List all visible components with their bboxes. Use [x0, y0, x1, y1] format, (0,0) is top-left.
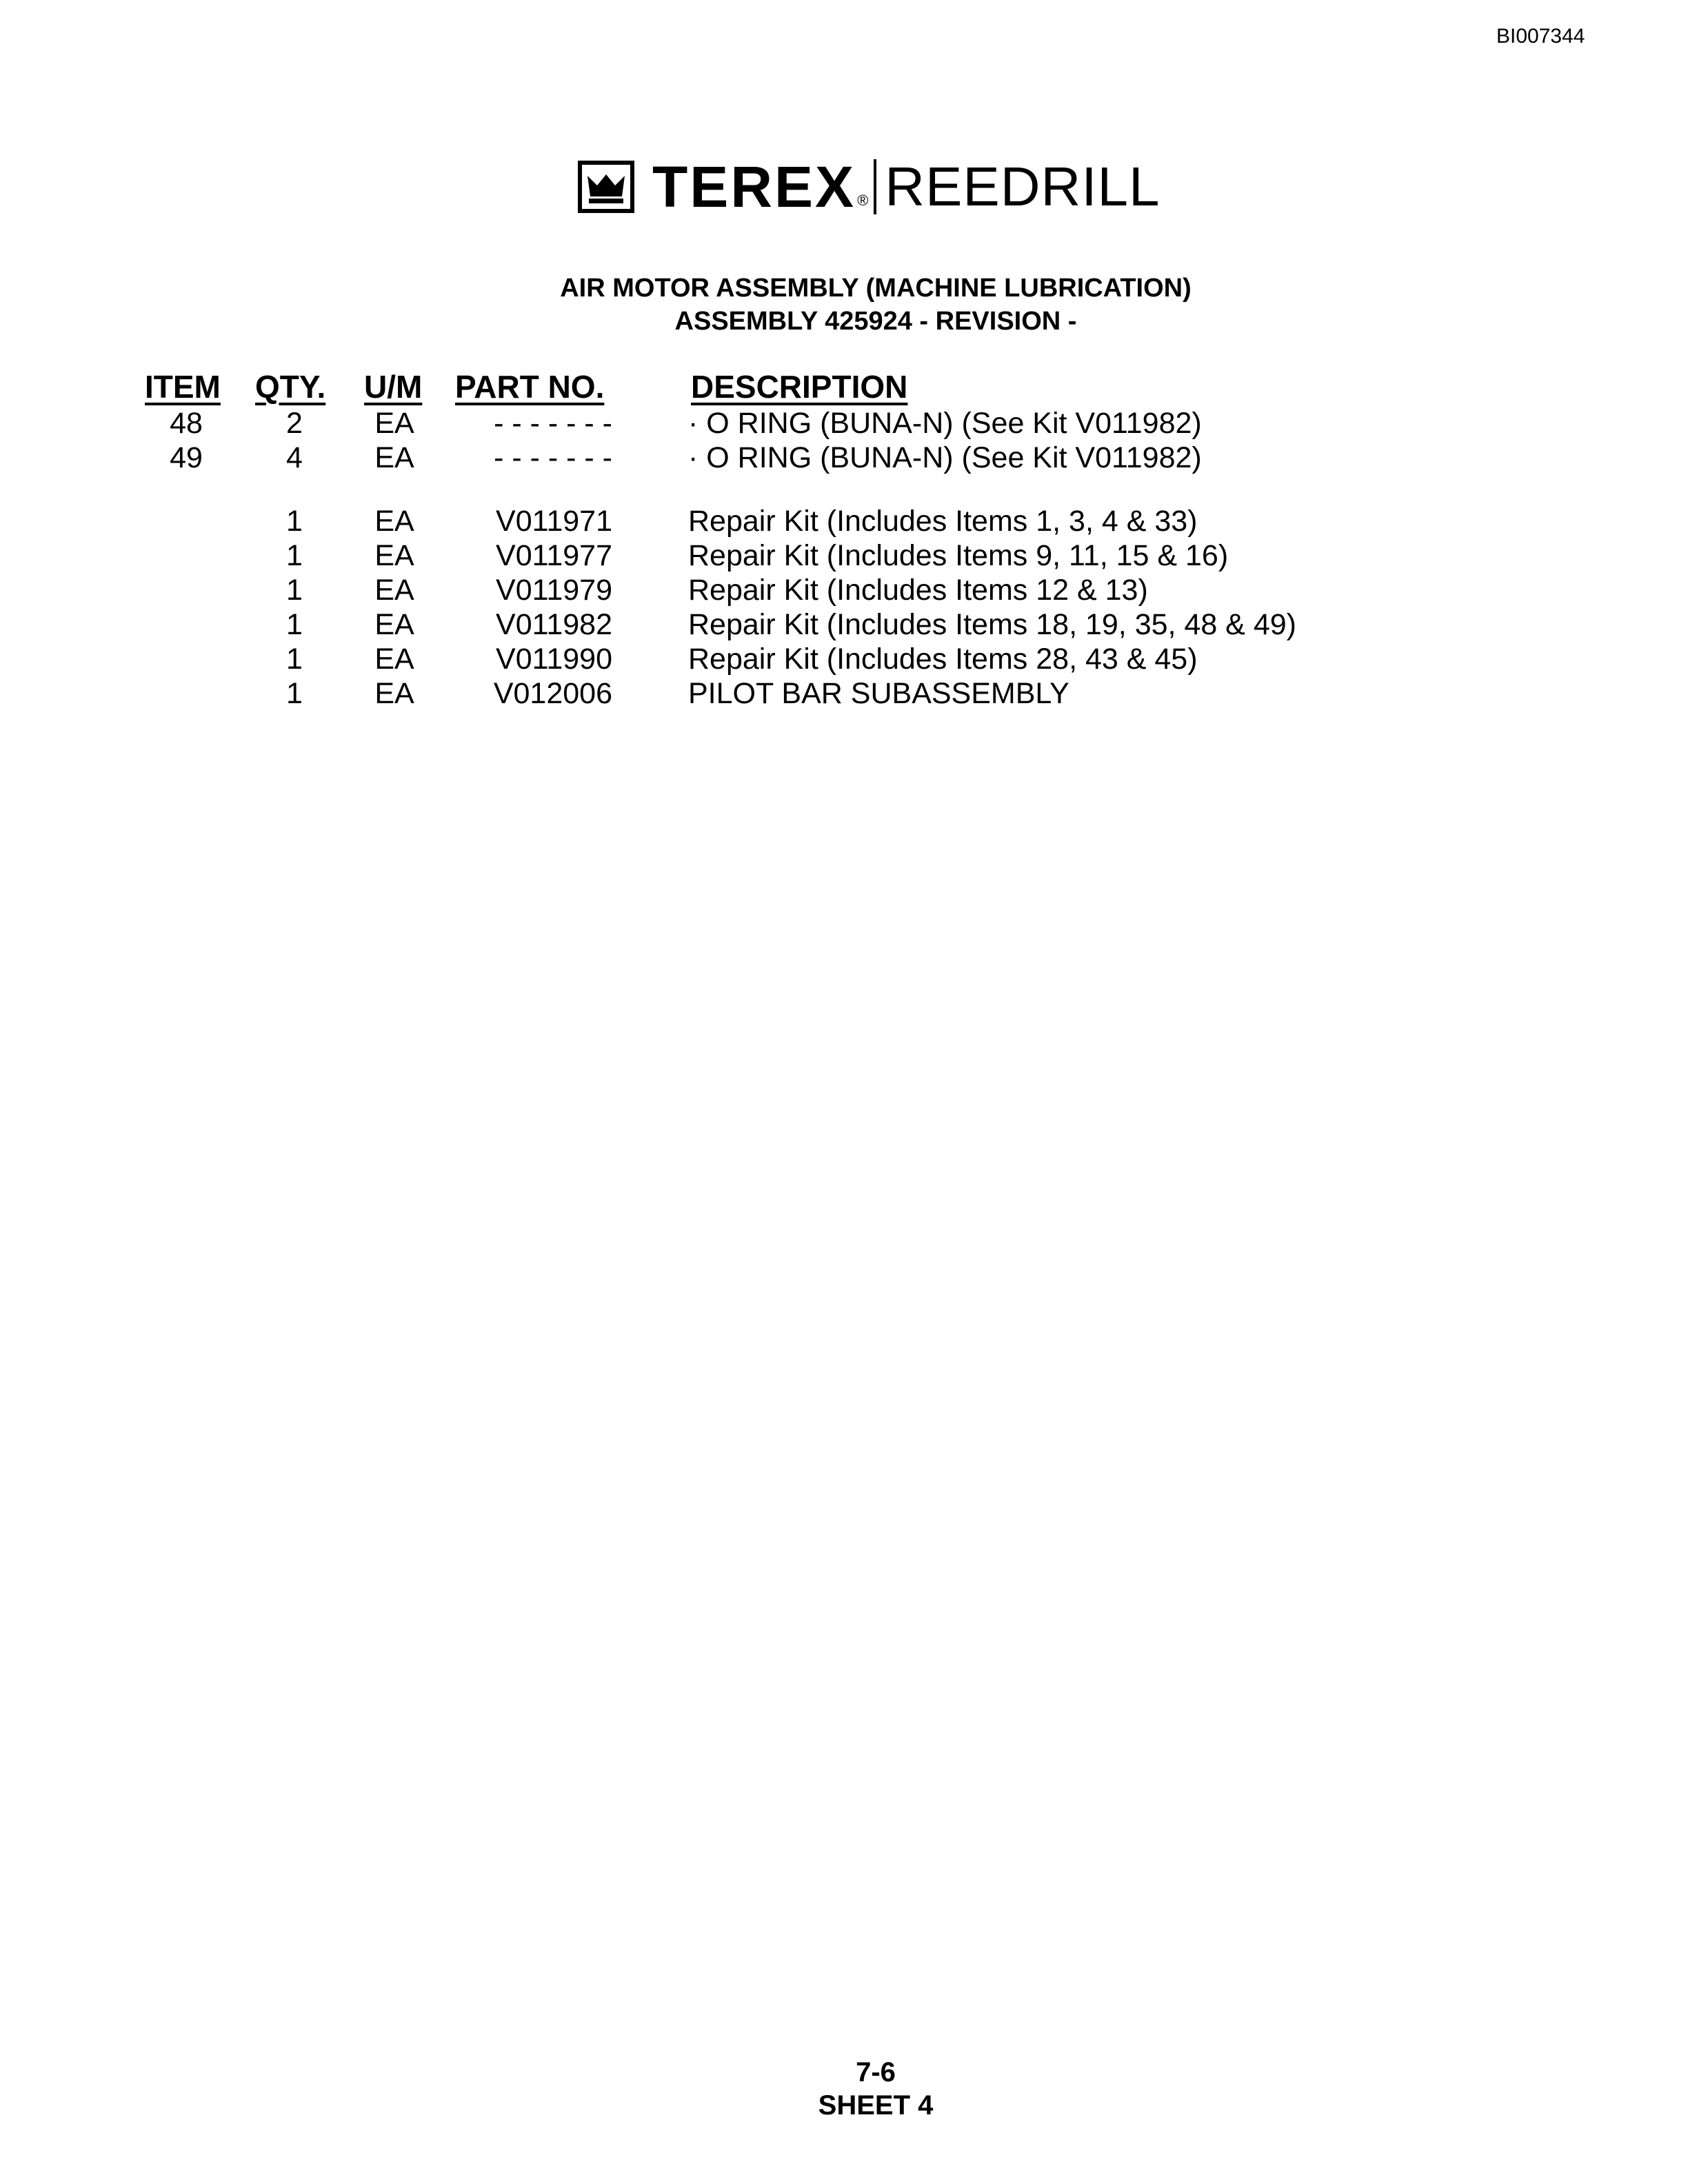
- row-um: EA: [374, 574, 414, 607]
- registered-mark: ®: [857, 192, 869, 209]
- logo-divider: [874, 159, 876, 214]
- row-um: EA: [374, 539, 414, 572]
- row-um: EA: [374, 407, 414, 440]
- row-item: 48: [170, 407, 203, 440]
- row-qty: 2: [286, 407, 303, 440]
- row-description: · O RING (BUNA-N) (See Kit V011982): [688, 407, 1202, 440]
- row-description: Repair Kit (Includes Items 9, 11, 15 & 16): [688, 539, 1229, 572]
- row-qty: 1: [286, 574, 303, 607]
- header-item: ITEM: [145, 369, 221, 405]
- row-part-no: V011971: [496, 505, 612, 538]
- row-part-no: V012006: [493, 677, 612, 710]
- row-um: EA: [374, 608, 414, 641]
- row-item: 49: [170, 441, 203, 474]
- row-description: Repair Kit (Includes Items 1, 3, 4 & 33): [688, 505, 1198, 538]
- row-qty: 4: [286, 441, 303, 474]
- row-qty: 1: [286, 643, 303, 676]
- page-number: 7-6: [856, 2057, 896, 2087]
- row-description: PILOT BAR SUBASSEMBLY: [688, 677, 1069, 710]
- row-part-no: V011979: [496, 574, 612, 607]
- row-part-no: - - - - - - -: [494, 441, 612, 474]
- row-part-no: V011977: [496, 539, 612, 572]
- terex-crown-icon: [578, 161, 634, 213]
- header-um: U/M: [364, 369, 423, 405]
- row-qty: 1: [286, 677, 303, 710]
- row-description: Repair Kit (Includes Items 28, 43 & 45): [688, 643, 1198, 676]
- row-part-no: - - - - - - -: [494, 407, 612, 440]
- row-description: Repair Kit (Includes Items 12 & 13): [688, 574, 1148, 607]
- row-part-no: V011982: [496, 608, 612, 641]
- header-qty: QTY.: [255, 369, 326, 405]
- row-description: Repair Kit (Includes Items 18, 19, 35, 48 & 49): [688, 608, 1296, 641]
- row-um: EA: [374, 677, 414, 710]
- row-part-no: V011990: [496, 643, 612, 676]
- brand-name: TEREX: [652, 154, 856, 219]
- terex-reedrill-logo: [578, 154, 1160, 219]
- header-part-no: PART NO.: [455, 369, 605, 405]
- row-qty: 1: [286, 608, 303, 641]
- row-um: EA: [374, 505, 414, 538]
- row-um: EA: [374, 643, 414, 676]
- product-name: REEDRILL: [885, 156, 1160, 217]
- assembly-title: AIR MOTOR ASSEMBLY (MACHINE LUBRICATION): [560, 274, 1192, 303]
- row-um: EA: [374, 441, 414, 474]
- header-description: DESCRIPTION: [691, 369, 908, 405]
- assembly-subtitle: ASSEMBLY 425924 - REVISION -: [674, 307, 1077, 336]
- row-qty: 1: [286, 539, 303, 572]
- row-qty: 1: [286, 505, 303, 538]
- row-description: · O RING (BUNA-N) (See Kit V011982): [688, 441, 1202, 474]
- sheet-number: SHEET 4: [818, 2090, 934, 2121]
- document-id: BI007344: [1496, 25, 1585, 48]
